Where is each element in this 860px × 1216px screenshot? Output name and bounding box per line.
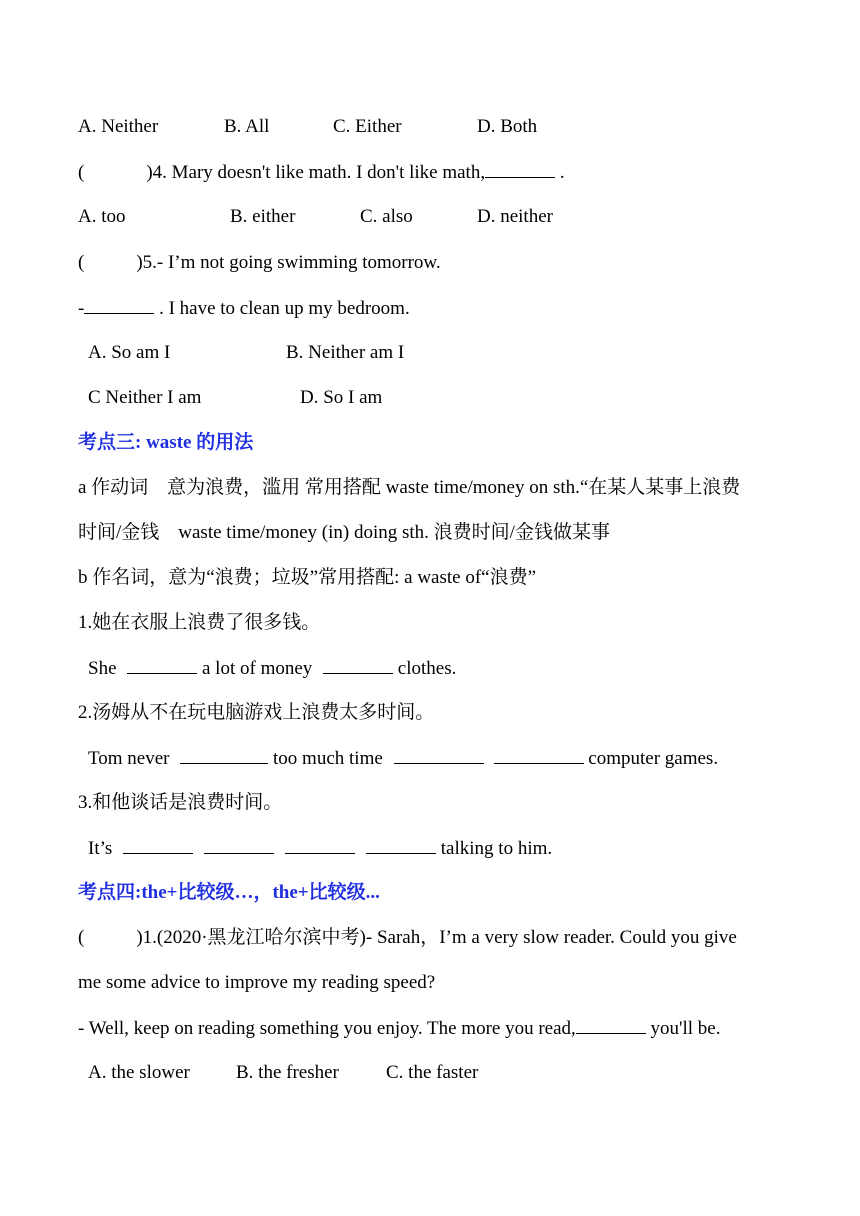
exercise3-text-2: talking to him.	[436, 838, 553, 859]
q4-end: .	[555, 162, 565, 183]
exercise2-text-1: Tom never	[88, 748, 175, 769]
q4-option-b: B. either	[230, 206, 296, 227]
section3-heading: 考点三: waste 的用法	[78, 432, 254, 453]
section4-heading: 考点四:the+比较级…，the+比较级...	[78, 882, 380, 903]
q5-reply	[78, 296, 410, 321]
q3-option-c: C. Either	[333, 116, 402, 137]
section4-q1-stem-text: )1.(2020·黑龙江哈尔滨中考)- Sarah，I’m a very slow reader. Could you give	[136, 927, 737, 948]
q3-option-b: B. All	[224, 116, 270, 137]
q4-option-c: C. also	[360, 206, 413, 227]
exercise1-blank-1[interactable]	[127, 656, 197, 674]
q5-options-row2	[88, 386, 688, 410]
q3-option-d: D. Both	[477, 116, 538, 137]
exercise1-text-1: She	[88, 658, 122, 679]
q5-options-row1	[88, 341, 688, 365]
q3-options	[78, 115, 778, 139]
q3-option-a: A. Neither	[78, 116, 159, 137]
exercise3-blank-2[interactable]	[204, 836, 274, 854]
exercise2-blank-1[interactable]	[180, 746, 268, 764]
exercise3-text-1: It’s	[88, 838, 118, 859]
exercise3-blank-3[interactable]	[285, 836, 355, 854]
exercise1-text-2: a lot of money	[197, 658, 318, 679]
q4-options	[78, 205, 778, 229]
q5-stem: )5.- I’m not going swimming tomorrow.	[136, 252, 441, 273]
exercise3-blank-1[interactable]	[123, 836, 193, 854]
exercise3-chinese: 3.和他谈话是浪费时间。	[78, 792, 283, 813]
q4-answer-blank[interactable]	[485, 160, 555, 178]
exercise1-blank-2[interactable]	[323, 656, 393, 674]
section3-verb-usage-cont: 时间/金钱 waste time/money (in) doing sth. 浪费时间/金钱做某事	[78, 522, 610, 543]
exercise1-chinese: 1.她在衣服上浪费了很多钱。	[78, 612, 321, 633]
exercise2-text-3: computer games.	[583, 748, 719, 769]
q4-question	[78, 160, 565, 185]
section4-q1-option-a: A. the slower	[88, 1062, 190, 1083]
q5-option-c: C Neither I am	[88, 387, 202, 408]
section4-q1-line3	[78, 1016, 720, 1041]
q5-reply-rest: . I have to clean up my bedroom.	[154, 298, 410, 319]
section4-q1-open-paren: (	[78, 927, 85, 948]
section4-q1-stem	[78, 926, 737, 950]
section4-q1-line3-text-2: you'll be.	[645, 1018, 721, 1039]
section4-q1-option-b: B. the fresher	[236, 1062, 339, 1083]
q4-option-a: A. too	[78, 206, 126, 227]
exercise2-text-2: too much time	[268, 748, 388, 769]
q5-option-b: B. Neither am I	[286, 342, 405, 363]
q4-option-d: D. neither	[477, 206, 553, 227]
exercise2-blank-2[interactable]	[394, 746, 484, 764]
q4-open-paren: (	[78, 162, 85, 183]
q5-option-d: D. So I am	[300, 387, 383, 408]
section4-q1-answer-blank[interactable]	[576, 1016, 646, 1034]
exercise2-chinese: 2.汤姆从不在玩电脑游戏上浪费太多时间。	[78, 702, 435, 723]
section4-q1-options	[88, 1061, 688, 1085]
section3-verb-usage: a 作动词 意为浪费，滥用 常用搭配 waste time/money on sth.“在某人某事上浪费	[78, 477, 741, 498]
exercise3-blank-4[interactable]	[366, 836, 436, 854]
section4-q1-line2: me some advice to improve my reading speed?	[78, 972, 436, 993]
exercise1-sentence	[88, 656, 456, 681]
exercise2-sentence	[88, 746, 718, 771]
q5-answer-blank[interactable]	[84, 296, 154, 314]
q5-option-a: A. So am I	[88, 342, 171, 363]
q5-open-paren: (	[78, 252, 85, 273]
section4-q1-option-c: C. the faster	[386, 1062, 479, 1083]
exercise3-sentence	[88, 836, 552, 861]
exercise1-text-3: clothes.	[393, 658, 457, 679]
q5-reply-dash: -	[78, 298, 85, 319]
exercise2-blank-3[interactable]	[494, 746, 584, 764]
q5-question	[78, 251, 441, 275]
q4-stem: )4. Mary doesn't like math. I don't like math,	[146, 162, 486, 183]
section4-q1-line3-text-1: - Well, keep on reading something you enjoy. The more you read,	[78, 1018, 576, 1039]
section3-noun-usage: b 作名词，意为“浪费；垃圾”常用搭配: a waste of“浪费”	[78, 567, 537, 588]
